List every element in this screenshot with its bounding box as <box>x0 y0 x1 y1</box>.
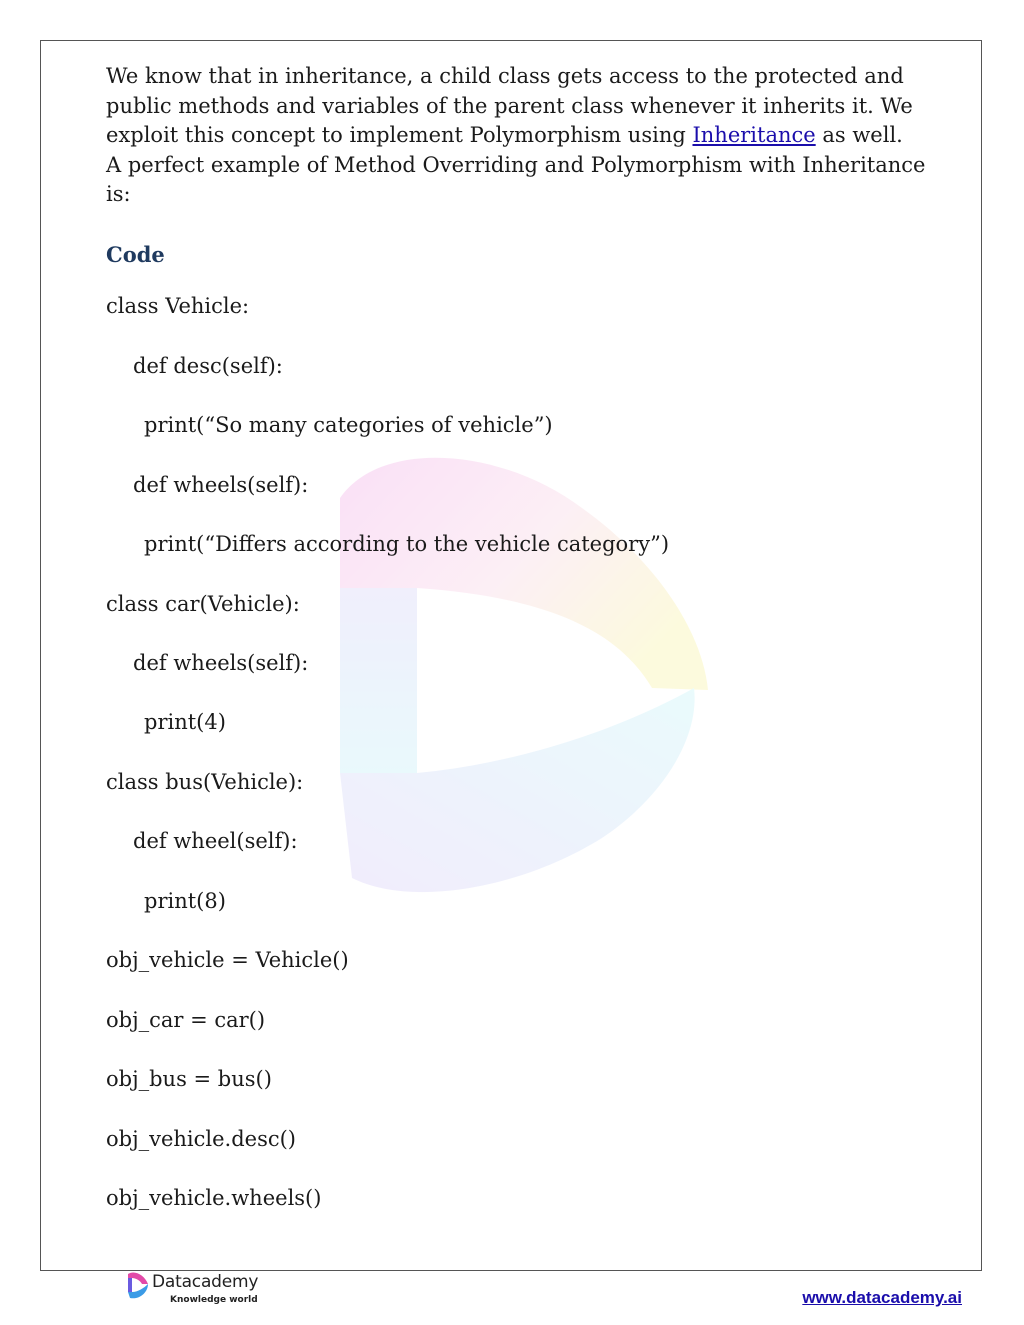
datacademy-watermark-icon <box>322 438 714 916</box>
code-line: def wheels(self): <box>133 651 309 675</box>
code-line: def wheels(self): <box>133 473 309 497</box>
intro-line <box>106 121 926 151</box>
intro-line: public methods and variables of the parent class whenever it inherits it. We <box>106 93 913 118</box>
document-body <box>106 62 926 1210</box>
code-line: print(4) <box>144 710 226 734</box>
code-line: print(“So many categories of vehicle”) <box>144 413 553 437</box>
logo-brand-name: Datacademy <box>152 1272 259 1292</box>
intro-text: as well. <box>815 123 903 147</box>
code-line: class car(Vehicle): <box>106 592 300 616</box>
intro-line: We know that in inheritance, a child class gets access to the protected and <box>106 64 904 88</box>
intro-text: exploit this concept to implement Polymorphism using <box>106 123 693 147</box>
code-line: class bus(Vehicle): <box>106 770 304 794</box>
inheritance-link[interactable]: Inheritance <box>692 123 816 147</box>
logo-tagline: Knowledge world <box>170 1295 258 1305</box>
code-line: def wheel(self): <box>133 829 298 853</box>
intro-line: is: <box>106 182 131 206</box>
code-line: obj_vehicle = Vehicle() <box>106 948 349 972</box>
code-line: obj_vehicle.desc() <box>106 1127 297 1151</box>
code-line: def desc(self): <box>133 354 283 378</box>
website-link[interactable]: www.datacademy.ai <box>802 1288 962 1307</box>
code-line: print(“Differs according to the vehicle category”) <box>144 532 670 556</box>
code-line: obj_bus = bus() <box>106 1067 272 1091</box>
code-line: print(8) <box>144 889 226 913</box>
datacademy-logo-icon <box>126 1270 150 1300</box>
datacademy-logo <box>126 1268 266 1308</box>
intro-line: A perfect example of Method Overriding and Polymorphism with Inheritance <box>106 152 926 177</box>
intro-paragraph <box>106 62 926 210</box>
code-heading: Code <box>106 242 165 267</box>
code-line: obj_car = car() <box>106 1008 266 1032</box>
code-line: obj_vehicle.wheels() <box>106 1186 322 1210</box>
code-line: class Vehicle: <box>106 294 250 318</box>
